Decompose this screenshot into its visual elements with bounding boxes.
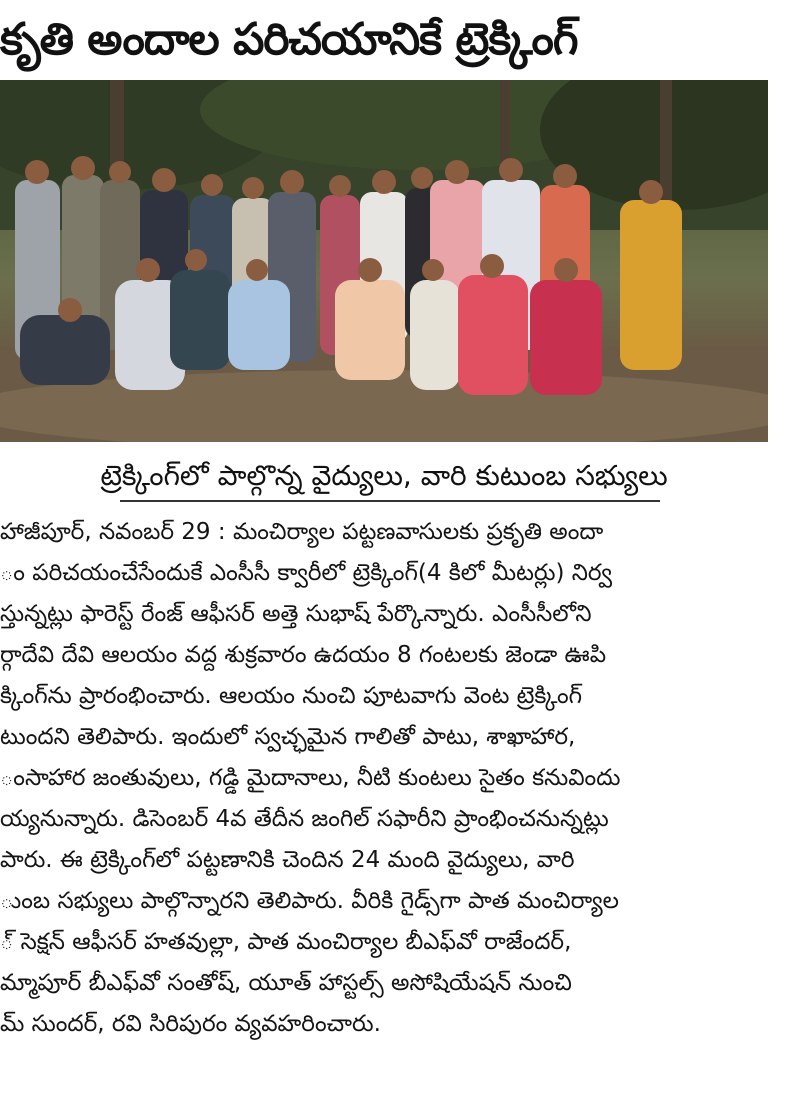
body-line: టుందని తెలిపారు. ఇందులో స్వచ్ఛమైన గాలితో పాటు, శాఖాహార,	[0, 724, 576, 750]
body-line: ం పరిచయంచేసేందుకే ఎంసీసీ క్వారీలో ట్రెక్కింగ్(4 కిలో మీటర్లు) నిర్వ	[0, 560, 613, 586]
article-body	[0, 512, 780, 1045]
headline: కృతి అందాల పరిచయానికే ట్రెక్కింగ్	[0, 14, 578, 65]
body-line: ంసాహార జంతువులు, గడ్డి మైదానాలు, నీటి కుంటలు సైతం కనువిందు	[0, 765, 621, 791]
body-line: య్యనున్నారు. డిసెంబర్ 4వ తేదీన జంగిల్ సఫారీని ప్రాంభించనున్నట్లు	[0, 806, 609, 832]
body-line: ్ సెక్షన్ ఆఫీసర్ హతవుల్లా, పాత మంచిర్యాల బీఎఫ్‌వో రాజేందర్,	[0, 929, 572, 955]
body-line: క్కింగ్‌ను ప్రారంభించారు. ఆలయం నుంచి పూటవాగు వెంట ట్రెక్కింగ్	[0, 683, 583, 709]
group-photo-icon	[0, 80, 768, 442]
photo-caption: ట్రెక్కింగ్‌లో పాల్గొన్న వైద్యులు, వారి కుటుంబ సభ్యులు	[100, 459, 668, 492]
body-line: స్తున్నట్లు ఫారెస్ట్ రేంజ్ ఆఫీసర్ అత్తె సుభాష్ పేర్కొన్నారు. ఎంసీసీలోని	[0, 601, 592, 627]
body-line: పారు. ఈ ట్రెక్కింగ్‌లో పట్టణానికి చెందిన 24 మంది వైద్యులు, వారి	[0, 847, 575, 873]
body-line: హాజీపూర్, నవంబర్ 29 : మంచిర్యాల పట్టణవాసులకు ప్రకృతి అందా	[0, 519, 604, 545]
caption-divider	[120, 500, 660, 502]
body-line: మ్ సుందర్, రవి సిరిపురం వ్యవహరించారు.	[0, 1011, 381, 1037]
body-line: ర్గాదేవి దేవి ఆలయం వద్ద శుక్రవారం ఉదయం 8 గంటలకు జెండా ఊపి	[0, 642, 607, 668]
body-line: ుంబ సభ్యులు పాల్గొన్నారని తెలిపారు. వీరికి గైడ్స్‌గా పాత మంచిర్యాల	[0, 888, 619, 914]
group-photo	[0, 80, 768, 442]
body-line: మ్మాపూర్ బీఎఫ్‌వో సంతోష్, యూత్ హాస్టల్స్ అసోషియేషన్ నుంచి	[0, 970, 572, 996]
